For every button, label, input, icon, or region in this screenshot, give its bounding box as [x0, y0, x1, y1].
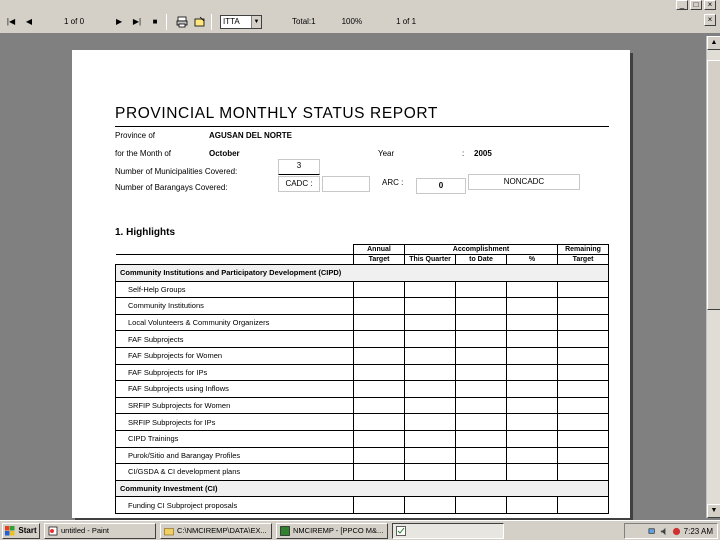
table-row — [116, 281, 609, 298]
table-cell — [405, 347, 456, 364]
province-label: Province of — [115, 131, 156, 140]
year-colon: : — [462, 149, 465, 158]
table-cell — [354, 414, 405, 431]
table-cell — [456, 314, 507, 331]
table-cell — [507, 464, 558, 481]
year-label: Year — [378, 149, 395, 158]
barangays-label: Number of Barangays Covered: — [115, 183, 228, 192]
previous-page-icon[interactable]: ◀ — [25, 17, 33, 26]
table-cell — [354, 397, 405, 414]
table-row — [116, 364, 609, 381]
table-cell — [405, 314, 456, 331]
row-label: Local Volunteers & Community Organizers — [116, 314, 354, 331]
table-cell — [405, 381, 456, 398]
year-value: 2005 — [474, 149, 492, 158]
nonarc-label: NONCADC — [468, 174, 580, 190]
table-cell — [558, 497, 609, 514]
table-row — [116, 414, 609, 431]
row-label: SRFIP Subprojects for IPs — [116, 414, 354, 431]
table-cell — [558, 314, 609, 331]
row-label: Funding CI Subproject proposals — [116, 497, 354, 514]
row-label: FAF Subprojects for Women — [116, 347, 354, 364]
taskbar — [0, 520, 720, 540]
table-cell — [405, 430, 456, 447]
table-cell — [507, 430, 558, 447]
table-cell — [456, 397, 507, 414]
network-icon[interactable] — [648, 527, 657, 536]
target-header: Target — [354, 255, 405, 265]
windows-logo-icon — [5, 526, 15, 536]
taskbar-item-label: C:\NMCIREMP\DATA\EX... — [177, 526, 267, 535]
table-cell — [507, 414, 558, 431]
table-cell — [456, 347, 507, 364]
table-cell — [456, 331, 507, 348]
table-cell — [354, 281, 405, 298]
table-row — [116, 331, 609, 348]
taskbar-item-label: untitled - Paint — [61, 526, 109, 535]
table-cell — [558, 397, 609, 414]
table-cell — [405, 331, 456, 348]
zoom-select[interactable] — [220, 15, 262, 29]
table-row — [116, 381, 609, 398]
table-cell — [354, 314, 405, 331]
taskbar-item-report[interactable] — [392, 523, 504, 539]
to-date-header: to Date — [456, 255, 507, 265]
table-cell — [507, 314, 558, 331]
window-title-strip — [0, 0, 720, 10]
vertical-scrollbar[interactable] — [706, 36, 720, 518]
last-page-icon[interactable]: ▶| — [132, 17, 142, 26]
app-icon — [280, 526, 290, 536]
this-quarter-header: This Quarter — [405, 255, 456, 265]
table-cell — [456, 497, 507, 514]
row-label: FAF Subprojects using Inflows — [116, 381, 354, 398]
window-controls — [676, 0, 716, 10]
remaining-header: Remaining — [558, 245, 609, 255]
table-row — [116, 497, 609, 514]
table-cell — [558, 464, 609, 481]
table-cell — [405, 364, 456, 381]
system-tray — [624, 523, 718, 539]
table-cell — [354, 464, 405, 481]
row-label: Purok/Sitio and Barangay Profiles — [116, 447, 354, 464]
report-icon — [396, 526, 406, 536]
table-cell — [507, 347, 558, 364]
table-cell — [558, 281, 609, 298]
table-cell — [558, 414, 609, 431]
table-cell — [558, 447, 609, 464]
municipalities-label: Number of Municipalities Covered: — [115, 167, 238, 176]
table-cell — [354, 381, 405, 398]
minimize-button[interactable]: _ — [676, 0, 688, 10]
table-cell — [507, 397, 558, 414]
table-cell — [354, 497, 405, 514]
table-cell — [507, 298, 558, 315]
row-label: FAF Subprojects — [116, 331, 354, 348]
row-label: SRFIP Subprojects for Women — [116, 397, 354, 414]
page-indicator: 1 of 0 — [64, 17, 85, 26]
table-cell — [456, 364, 507, 381]
table-cell — [456, 430, 507, 447]
folder-icon — [164, 526, 174, 536]
taskbar-item-label: NMCIREMP - [PPCO M&... — [293, 526, 384, 535]
taskbar-item-explorer[interactable] — [160, 523, 272, 539]
toolbar-separator — [211, 14, 212, 30]
start-button[interactable] — [2, 523, 40, 539]
table-cell — [456, 414, 507, 431]
table-cell — [405, 447, 456, 464]
table-row — [116, 314, 609, 331]
table-cell — [507, 497, 558, 514]
row-label: CI/GSDA & CI development plans — [116, 464, 354, 481]
table-cell — [354, 298, 405, 315]
report-viewer-toolbar — [0, 10, 720, 34]
zoom-percent: 100% — [341, 17, 363, 26]
total-label: Total:1 — [292, 17, 316, 26]
taskbar-item-paint[interactable] — [44, 523, 156, 539]
close-window-button[interactable]: × — [704, 0, 716, 10]
table-cell — [354, 447, 405, 464]
table-row — [116, 430, 609, 447]
table-cell — [558, 364, 609, 381]
table-cell — [405, 497, 456, 514]
table-cell — [456, 298, 507, 315]
scroll-thumb[interactable] — [707, 60, 720, 310]
table-cell — [456, 381, 507, 398]
annual-header: Annual — [354, 245, 405, 255]
report-page — [72, 50, 630, 518]
table-cell — [354, 331, 405, 348]
export-icon[interactable] — [193, 15, 207, 29]
table-cell — [507, 331, 558, 348]
table-row — [116, 464, 609, 481]
arc-value: 0 — [416, 178, 466, 194]
barangays-blank-box — [322, 176, 370, 192]
volume-icon[interactable] — [660, 527, 669, 536]
group-label: Community Institutions and Participatory Development (CIPD) — [116, 265, 609, 282]
next-page-icon[interactable]: ▶ — [115, 17, 123, 26]
row-label: CIPD Trainings — [116, 430, 354, 447]
table-cell — [507, 364, 558, 381]
accomplishment-header: Accomplishment — [405, 245, 558, 255]
month-value: October — [209, 149, 240, 158]
table-cell — [558, 298, 609, 315]
title-rule — [115, 126, 609, 127]
scroll-up-button[interactable]: ▲ — [707, 36, 720, 50]
table-row — [116, 347, 609, 364]
arc-label: ARC : — [382, 178, 404, 187]
table-group-row — [116, 265, 609, 282]
barangays-value: CADC : — [278, 176, 320, 192]
table-cell — [558, 331, 609, 348]
scroll-down-button[interactable]: ▼ — [707, 504, 720, 518]
clock: 7:23 AM — [683, 526, 713, 536]
table-cell — [405, 298, 456, 315]
table-cell — [507, 381, 558, 398]
zoom-select-value: ITTA — [223, 16, 240, 26]
stop-icon[interactable]: ■ — [152, 17, 158, 26]
province-value: AGUSAN DEL NORTE — [209, 131, 292, 140]
table-cell — [405, 464, 456, 481]
table-cell — [456, 464, 507, 481]
taskbar-item-nmciremp[interactable] — [276, 523, 388, 539]
paint-icon — [48, 526, 58, 536]
table-row — [116, 397, 609, 414]
table-header-row — [116, 245, 609, 255]
chevron-down-icon[interactable]: ▼ — [251, 16, 261, 28]
table-cell — [456, 447, 507, 464]
table-group-row — [116, 480, 609, 497]
report-title: PROVINCIAL MONTHLY STATUS REPORT — [115, 105, 438, 122]
close-report-button[interactable]: × — [704, 14, 716, 26]
table-cell — [507, 281, 558, 298]
row-label: FAF Subprojects for IPs — [116, 364, 354, 381]
highlights-title: 1. Highlights — [115, 227, 175, 238]
table-subheader-row — [116, 255, 609, 265]
table-cell — [354, 430, 405, 447]
print-icon[interactable] — [175, 15, 189, 29]
month-label: for the Month of — [115, 149, 172, 158]
first-page-icon[interactable]: |◀ — [6, 17, 16, 26]
municipalities-value: 3 — [278, 159, 320, 175]
table-cell — [405, 281, 456, 298]
table-cell — [354, 347, 405, 364]
row-label: Community Institutions — [116, 298, 354, 315]
table-cell — [558, 347, 609, 364]
table-cell — [558, 381, 609, 398]
table-cell — [405, 397, 456, 414]
table-cell — [456, 281, 507, 298]
row-label: Self-Help Groups — [116, 281, 354, 298]
table-cell — [354, 364, 405, 381]
group-label: Community Investment (CI) — [116, 480, 609, 497]
match-count: 1 of 1 — [396, 17, 417, 26]
security-icon[interactable] — [672, 527, 681, 536]
highlights-table — [115, 244, 609, 514]
table-cell — [558, 430, 609, 447]
table-cell — [507, 447, 558, 464]
percent-header: % — [507, 255, 558, 265]
table-row — [116, 447, 609, 464]
table-cell — [405, 414, 456, 431]
start-label: Start — [18, 526, 37, 535]
restore-button[interactable]: □ — [690, 0, 702, 10]
remaining-target-header: Target — [558, 255, 609, 265]
table-row — [116, 298, 609, 315]
toolbar-separator — [166, 14, 167, 30]
